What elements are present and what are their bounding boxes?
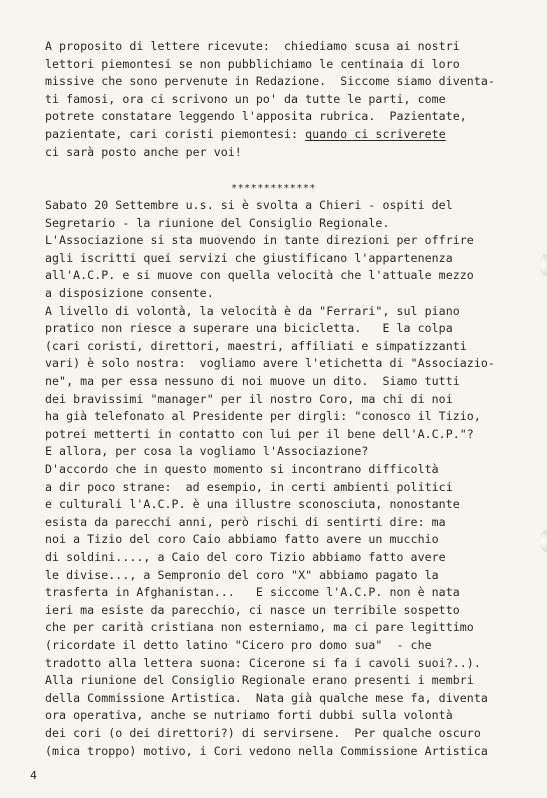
page-number: 4 bbox=[30, 769, 37, 782]
punch-hole-mark bbox=[539, 530, 547, 552]
body-line: ha già telefonato al Presidente per dirgli: "conosco il Tizio, bbox=[45, 409, 481, 424]
body-line: Alla riunione del Consiglio Regionale erano presenti i membri bbox=[45, 673, 474, 688]
body-line: e culturali l'A.C.P. è una illustre sconosciuta, nonostante bbox=[45, 497, 460, 512]
body-line: dei cori (o dei direttori?) di servirsene. Per qualche oscuro bbox=[45, 726, 481, 740]
body-line: ne", ma per essa nessuno di noi muove un dito. Siamo tutti bbox=[45, 374, 460, 388]
body-line: E allora, per cosa la vogliamo l'Associazione? bbox=[45, 444, 369, 459]
body-line: D'accordo che in questo momento si incontrano difficoltà bbox=[45, 462, 439, 476]
body-line: A livello di volontà, la velocità è da "Ferrari", sul piano bbox=[45, 303, 460, 318]
body-line: a disposizione consente. bbox=[45, 286, 214, 300]
intro-line: ci sarà posto anche per voi! bbox=[45, 144, 242, 159]
body-line: di soldini...., a Caio del coro Tizio abbiamo fatto avere bbox=[45, 550, 446, 564]
body-line: dei bravissimi "manager" per il nostro Coro, ma chi di noi bbox=[45, 391, 453, 406]
intro-line: ti famosi, ora ci scrivono un po' da tutte le parti, come bbox=[45, 91, 446, 106]
body-line: ieri ma esiste da parecchio, ci nasce un terribile sospetto bbox=[45, 602, 460, 617]
body-line: L'Associazione si sta muovendo in tante direzioni per offrire bbox=[45, 233, 474, 248]
body-line: vari) è solo nostra: vogliamo avere l'etichetta di "Associazio- bbox=[45, 356, 495, 371]
section-separator: ************* bbox=[231, 183, 316, 194]
body-line: tradotto alla lettera suona: Cicerone si fa i cavoli suoi?..). bbox=[45, 655, 481, 670]
intro-line-text: pazientate, cari coristi piemontesi: bbox=[45, 127, 306, 141]
body-line: noi a Tizio del coro Caio abbiamo fatto avere un mucchio bbox=[45, 532, 439, 547]
body-line: che per carità cristiana non esterniamo, ma ci pare legittimo bbox=[45, 620, 474, 635]
body-line: Sabato 20 Settembre u.s. si è svolta a Chieri - ospiti del bbox=[45, 198, 453, 212]
intro-line: lettori piemontesi se non pubblichiamo le centinaia di loro bbox=[45, 56, 460, 71]
body-line: all'A.C.P. e si muove con quella velocità che l'attuale mezzo bbox=[45, 268, 474, 283]
intro-line bbox=[45, 126, 529, 142]
body-line: trasferta in Afghanistan... E siccome l'A.C.P. non è nata bbox=[45, 585, 460, 600]
body-line: Segretario - la riunione del Consiglio Regionale. bbox=[45, 215, 390, 230]
intro-line: potrete constatare leggendo l'apposita rubrica. Pazientate, bbox=[45, 109, 467, 124]
body-line: (ricordate il detto latino "Cicero pro domo sua" - che bbox=[45, 638, 432, 652]
body-line: le divise..., a Sempronio del coro "X" abbiamo pagato la bbox=[45, 567, 439, 582]
intro-line: missive che sono pervenute in Redazione. Siccome siamo diventa- bbox=[45, 74, 495, 89]
body-line: della Commissione Artistica. Nata già qualche mese fa, diventa bbox=[45, 690, 488, 705]
body-line: esista da parecchi anni, però rischi di sentirti dire: ma bbox=[45, 514, 446, 529]
underlined-phrase: quando ci scriverete bbox=[305, 127, 446, 141]
body-line: (cari coristi, direttori, maestri, affiliati e simpatizzanti bbox=[45, 338, 467, 353]
body-line: pratico non riesce a superare una bicicletta. E la colpa bbox=[45, 321, 453, 336]
intro-line: A proposito di lettere ricevute: chiediamo scusa ai nostri bbox=[45, 39, 460, 53]
body-line: agli iscritti quei servizi che giustificano l'appartenenza bbox=[45, 250, 453, 265]
body-line: a dir poco strane: ad esempio, in certi ambienti politici bbox=[45, 479, 453, 494]
punch-hole-mark bbox=[539, 254, 547, 276]
body-line: ora operativa, anche se nutriamo forti dubbi sulla volontà bbox=[45, 708, 453, 723]
body-line: potrei metterti in contatto con lui per il bene dell'A.C.P."? bbox=[45, 426, 474, 441]
body-line: (mica troppo) motivo, i Cori vedono nella Commissione Artistica bbox=[45, 743, 488, 758]
